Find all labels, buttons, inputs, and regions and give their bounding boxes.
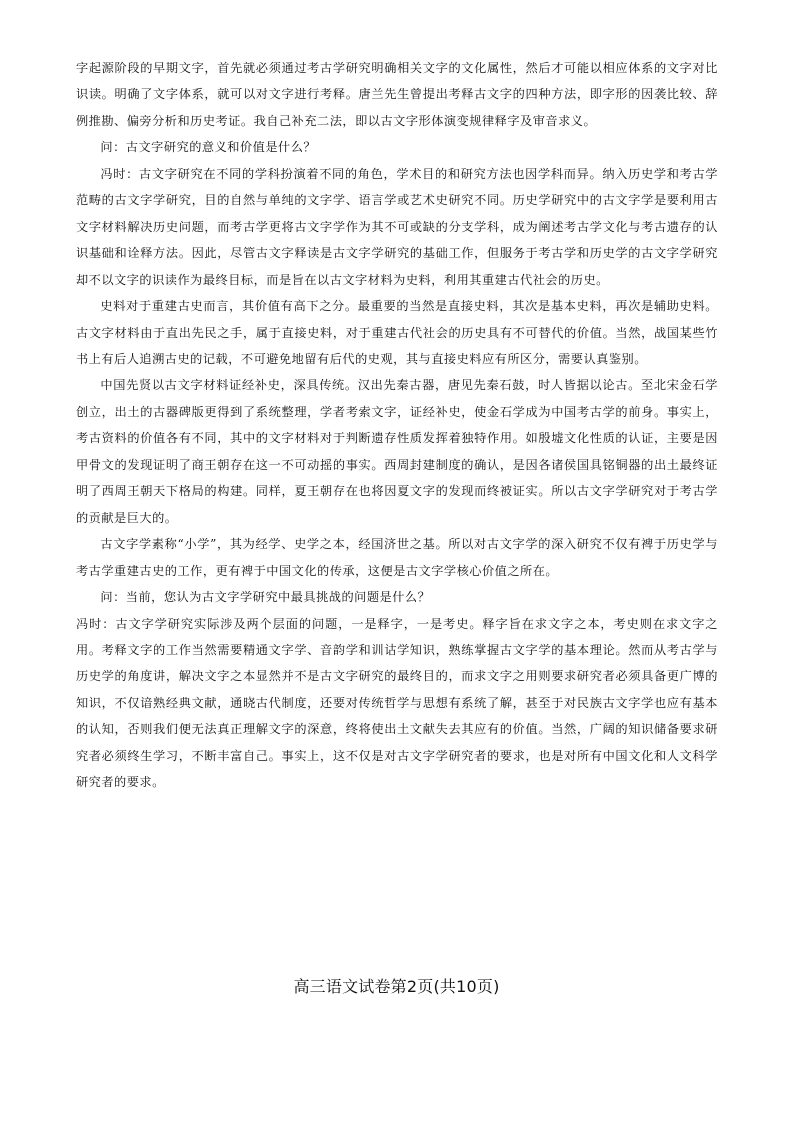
paragraph-tradition: 中国先贤以古文字材料证经补史，深具传统。汉出先秦古器，唐见先秦石鼓，时人皆据以论古。至北宋金石学创立，出土的古器碑版更得到了系统整理，学者考索文字，证经补史，使金石学成为中国考古学的前身。事实上，考古资料的价值各有不同，其中的文字材料对于判断遗存性质发挥着独特作用。如殷墟文化性质的认证，主要是因甲骨文的发现证明了商王朝存在这一不可动摇的事实。西周封建制度的确认，是因各诸侯国具铭铜器的出土最终证明了西周王朝天下格局的构建。同样，夏王朝存在也将因夏文字的发现而终被证实。所以古文字学研究对于考古学的贡献是巨大的。 bbox=[76, 378, 718, 525]
paragraph-continuation: 字起源阶段的早期文字，首先就必须通过考古学研究明确相关文字的文化属性，然后才可能以相应体系的文字对比识读。明确了文字体系，就可以对文字进行考释。唐兰先生曾提出考释古文字的四种方法，即字形的因袭比较、辞例推勘、偏旁分析和历史考证。我自己补充二法，即以古文字形体演变规律释字及审音求义。 bbox=[76, 61, 718, 128]
answer-paragraph-challenge: 冯时：古文字学研究实际涉及两个层面的问题，一是释字，一是考史。释字旨在求文字之本，考史则在求文字之用。考释文字的工作当然需要精通文字学、音韵学和训诂学知识，熟练掌握古文字学的基本理论。然而从考古学与历史学的角度讲，解决文字之本显然并不是古文字研究的最终目的，而求文字之用则要求研究者必须具备更广博的知识，不仅谙熟经典文献，通晓古代制度，还要对传统哲学与思想有系统了解，甚至于对民族古文字学也应有基本的认知，否则我们便无法真正理解文字的深意，终将使出土文献失去其应有的价值。当然，广阔的知识储备要求研究者必须终生学习，不断丰富自己。事实上，这不仅是对古文字学研究者的要求，也是对所有中国文化和人文科学研究者的要求。 bbox=[76, 616, 718, 790]
page-footer: 高三语文试卷第2页(共10页) bbox=[293, 977, 500, 996]
question-challenge: 问：当前，您认为古文字学研究中最具挑战的问题是什么？ bbox=[100, 590, 431, 605]
paragraph-historical-sources: 史料对于重建古史而言，其价值有高下之分。最重要的当然是直接史料，其次是基本史料，再次是辅助史料。古文字材料由于直出先民之手，属于直接史料，对于重建古代社会的历史具有不可替代的价值。当然，战国某些竹书上有后人追溯古史的记载，不可避免地留有后代的史观，其与直接史料应有所区分，需要认真鉴别。 bbox=[76, 299, 718, 366]
paragraph-xiaoxue: 古文字学素称“小学”，其为经学、史学之本，经国济世之基。所以对古文字学的深入研究不仅有裨于历史学与考古学重建古史的工作，更有裨于中国文化的传承，这便是古文字学核心价值之所在。 bbox=[76, 537, 718, 578]
question-significance: 问：古文字研究的意义和价值是什么？ bbox=[100, 140, 317, 155]
article-body bbox=[76, 55, 718, 796]
answer-paragraph-role: 冯时：古文字研究在不同的学科扮演着不同的角色，学术目的和研究方法也因学科而异。纳入历史学和考古学范畴的古文字学研究，目的自然与单纯的文字学、语言学或艺术史研究不同。历史学研究中的古文字学是要利用古文字材料解决历史问题，而考古学更将古文字学作为其不可或缺的分支学科，成为阐述考古学文化与考古遗存的认识基础和诠释方法。因此，尽管古文字释读是古文字学研究的基础工作，但服务于考古学和历史学的古文字学研究却不以文字的识读作为最终目标，而是旨在以古文字材料为史料，利用其重建古代社会的历史。 bbox=[76, 166, 718, 287]
